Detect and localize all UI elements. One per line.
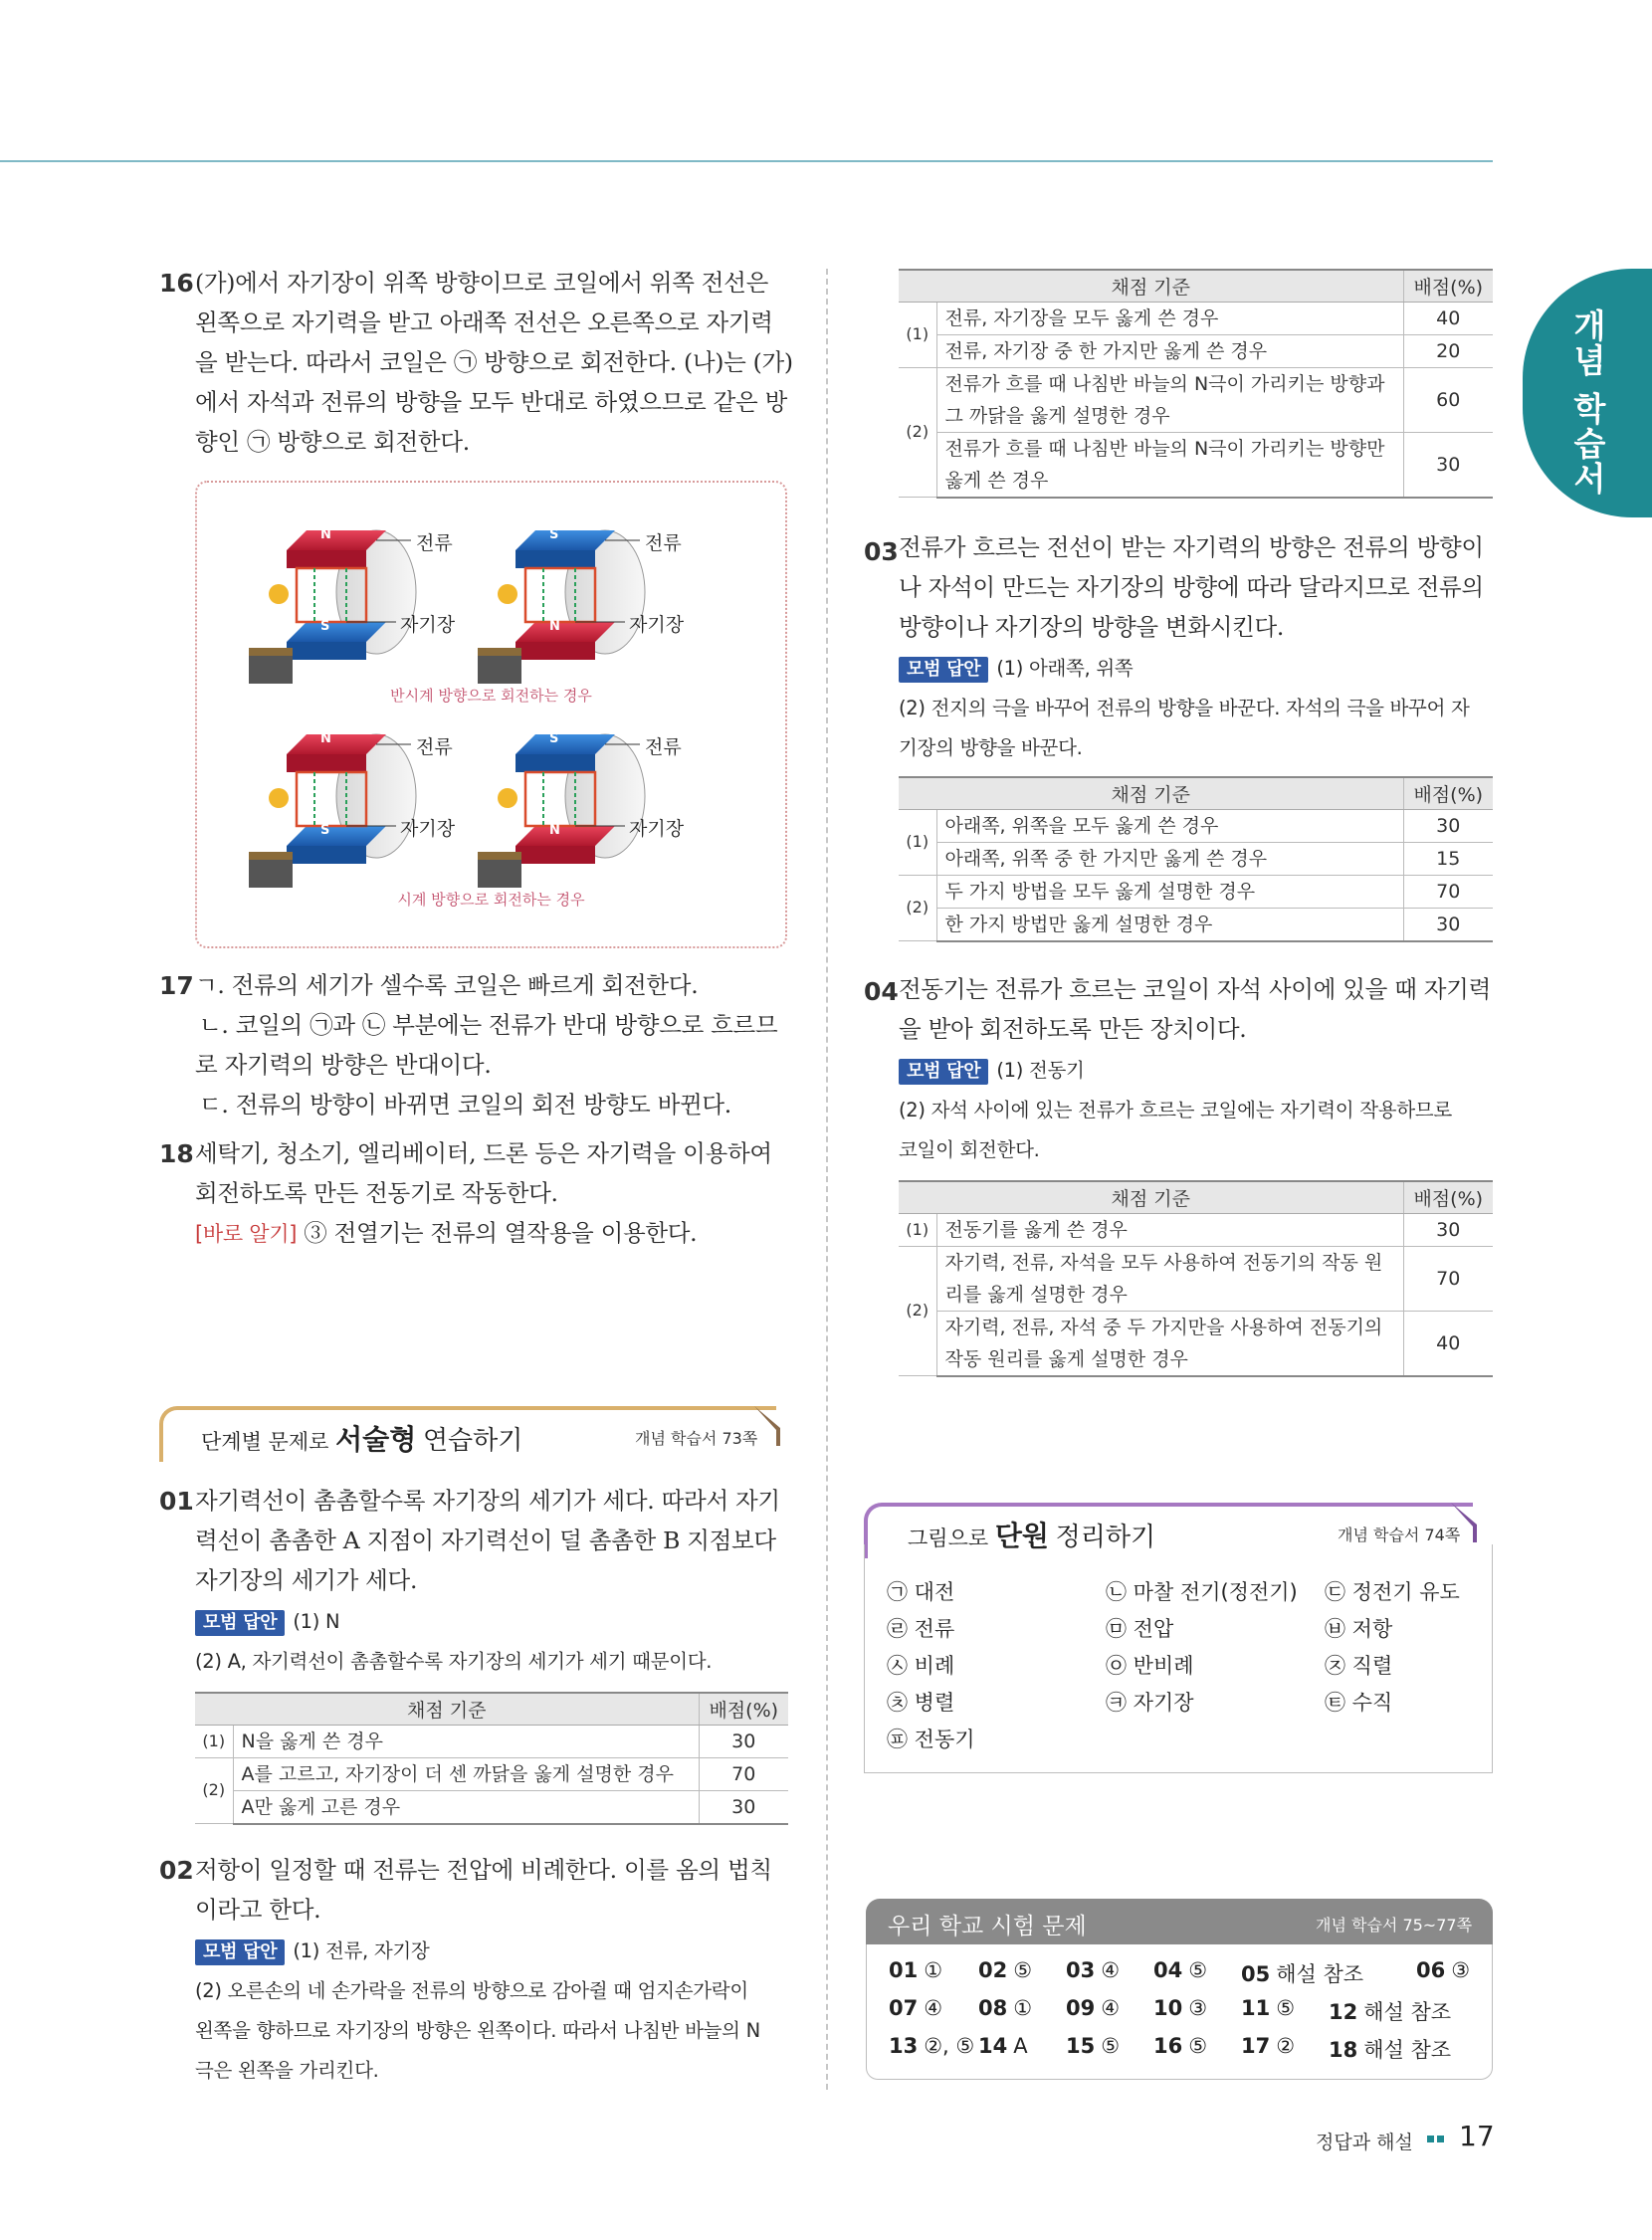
- q18-line: 회전하도록 만든 전동기로 작동한다.: [195, 1179, 558, 1207]
- exam-answer: 03 ④: [1066, 1958, 1121, 1982]
- section-suffix: 연습하기: [422, 1426, 523, 1456]
- summary-item: ㉪ 자기장: [1106, 1691, 1194, 1715]
- current-label: 전류: [645, 532, 682, 554]
- table-row: (1) 전동기를 옳게 쓴 경우 30: [899, 1213, 1493, 1246]
- summary-item: ㉫ 수직: [1325, 1691, 1393, 1715]
- motor-2: [478, 530, 645, 684]
- s04-ans2-line: 코일이 회전한다.: [899, 1138, 1040, 1161]
- exam-answers-box: [866, 1944, 1493, 2080]
- s02-line: 저항이 일정할 때 전류는 전압에 비례한다. 이를 옴의 법칙: [195, 1856, 772, 1884]
- current-label: 전류: [416, 736, 453, 758]
- criteria-header: 채점 기준: [899, 1181, 1403, 1213]
- q16-line: 향인 ㉠ 방향으로 회전한다.: [195, 428, 470, 456]
- footer-dot: [1437, 2136, 1444, 2142]
- section-header-descriptive: [159, 1406, 776, 1462]
- page-number: 17: [1459, 2120, 1495, 2152]
- side-tab: [1523, 269, 1652, 517]
- s03-text: [899, 527, 1484, 768]
- correct-label: [바로 알기]: [195, 1222, 298, 1246]
- exam-answer: 15 ⑤: [1066, 2034, 1121, 2058]
- q17-text: [195, 965, 777, 1124]
- s03-ans1: (1) 아래쪽, 위쪽: [996, 657, 1134, 680]
- field-label: 자기장: [400, 614, 456, 636]
- summary-item: ㉡ 마찰 전기(정전기): [1106, 1580, 1298, 1604]
- exam-answer: 14 A: [978, 2034, 1028, 2058]
- q16-line: 에서 자석과 전류의 방향을 모두 반대로 하였으므로 같은 방: [195, 388, 787, 416]
- section-suffix: 정리하기: [1055, 1523, 1156, 1552]
- s04-ans2-line: (2) 자석 사이에 있는 전류가 흐르는 코일에는 자기력이 작용하므로: [899, 1099, 1452, 1121]
- s04-line: 을 받아 회전하도록 만든 장치이다.: [899, 1015, 1247, 1043]
- q16-number: 16: [159, 269, 194, 298]
- s02-number: 02: [159, 1856, 194, 1885]
- exam-answer: 16 ⑤: [1153, 2034, 1208, 2058]
- table-row: (2) 두 가지 방법을 모두 옳게 설명한 경우 70: [899, 875, 1493, 908]
- current-label: 전류: [416, 532, 453, 554]
- points-header: 배점(%): [1403, 777, 1493, 809]
- field-label: 자기장: [629, 818, 685, 840]
- s04-number: 04: [864, 977, 899, 1006]
- q16-line: (가)에서 자기장이 위쪽 방향이므로 코일에서 위쪽 전선은: [195, 269, 768, 297]
- exam-section-ref: 개념 학습서 75~77쪽: [1316, 1916, 1473, 1935]
- table-row: 전류가 흐를 때 나침반 바늘의 N극이 가리키는 방향만 옳게 쓴 경우 30: [899, 432, 1493, 498]
- table-row: (2) A를 고르고, 자기장이 더 센 까닭을 옳게 설명한 경우 70: [195, 1757, 788, 1790]
- table-row: (1) 아래쪽, 위쪽을 모두 옳게 쓴 경우 30: [899, 809, 1493, 842]
- motor-3: [249, 734, 416, 888]
- section-prefix: 단계별 문제로: [201, 1430, 329, 1454]
- exam-section-title: 우리 학교 시험 문제: [888, 1914, 1087, 1939]
- summary-item: ㉧ 반비례: [1106, 1654, 1194, 1678]
- q17-line: ㄱ. 전류의 세기가 셀수록 코일은 빠르게 회전한다.: [195, 971, 699, 999]
- exam-answer: 02 ⑤: [978, 1958, 1033, 1982]
- field-label: 자기장: [400, 818, 456, 840]
- motor-figure: [195, 481, 787, 948]
- pole-label: S: [549, 731, 559, 746]
- correct-text: ③ 전열기는 전류의 열작용을 이용한다.: [304, 1219, 698, 1247]
- s01-number: 01: [159, 1487, 194, 1516]
- exam-answer: 06 ③: [1416, 1958, 1471, 1982]
- q16-line: 왼쪽으로 자기력을 받고 아래쪽 전선은 오른쪽으로 자기력: [195, 308, 773, 336]
- s04-ans1: (1) 전동기: [996, 1059, 1085, 1082]
- pole-label: N: [320, 527, 331, 542]
- table-row: 한 가지 방법만 옳게 설명한 경우 30: [899, 908, 1493, 941]
- pole-label: S: [549, 527, 559, 542]
- points-header: 배점(%): [699, 1693, 788, 1725]
- s04-line: 전동기는 전류가 흐르는 코일이 자석 사이에 있을 때 자기력: [899, 975, 1491, 1003]
- criteria-header: 채점 기준: [195, 1693, 699, 1725]
- s04-text: [899, 969, 1491, 1170]
- s01-ans1: (1) N: [293, 1610, 340, 1633]
- s03-ans2-line: (2) 전지의 극을 바꾸어 전류의 방향을 바꾼다. 자석의 극을 바꾸어 자: [899, 697, 1470, 719]
- exam-answer: 10 ③: [1153, 1996, 1208, 2020]
- s03-number: 03: [864, 537, 899, 566]
- model-answer-badge: 모범 답안: [899, 1059, 988, 1085]
- motor-figure-svg: [197, 483, 789, 950]
- points-header: 배점(%): [1403, 1181, 1493, 1213]
- section-ref: 개념 학습서 73쪽: [635, 1429, 758, 1448]
- summary-item: ㉬ 전동기: [887, 1728, 975, 1751]
- grading-table-03: [899, 776, 1493, 942]
- s02-text: [195, 1850, 772, 2091]
- figure-caption-bottom: 시계 방향으로 회전하는 경우: [397, 891, 585, 909]
- s02-ans2-line: (2) 오른손의 네 손가락을 전류의 방향으로 감아쥘 때 엄지손가락이: [195, 1979, 748, 2002]
- table-row: 전류, 자기장 중 한 가지만 옳게 쓴 경우 20: [899, 334, 1493, 367]
- table-row: A만 옳게 고른 경우 30: [195, 1790, 788, 1824]
- q16-text: [195, 263, 793, 462]
- exam-answer: 18 해설 참조: [1329, 2038, 1452, 2062]
- footer-label: 정답과 해설: [1316, 2132, 1413, 2153]
- exam-answer: 12 해설 참조: [1329, 2000, 1452, 2024]
- summary-item: ㉠ 대전: [887, 1580, 955, 1604]
- grading-table-02: [899, 269, 1493, 499]
- field-label: 자기장: [629, 614, 685, 636]
- q17-number: 17: [159, 971, 194, 1000]
- s01-text: [195, 1481, 780, 1682]
- section-corner: [1451, 1503, 1481, 1542]
- q17-line: ㄷ. 전류의 방향이 바뀌면 코일의 회전 방향도 바뀐다.: [199, 1091, 731, 1119]
- pole-label: N: [320, 731, 331, 746]
- summary-item: ㉣ 전류: [887, 1617, 955, 1641]
- table-row: 자기력, 전류, 자석 중 두 가지만을 사용하여 전동기의 작동 원리를 옳게 설명한 경우 40: [899, 1311, 1493, 1376]
- exam-answer: 05 해설 참조: [1241, 1962, 1364, 1986]
- s02-ans1: (1) 전류, 자기장: [293, 1939, 430, 1962]
- section-bold: 서술형: [335, 1423, 417, 1456]
- summary-item: ㉩ 병렬: [887, 1691, 955, 1715]
- summary-item: ㉨ 직렬: [1325, 1654, 1393, 1678]
- q17-line: ㄴ. 코일의 ㉠과 ㉡ 부분에는 전류가 반대 방향으로 흐르므: [199, 1011, 778, 1039]
- section-corner: [754, 1406, 784, 1446]
- s01-line: 력선이 촘촘한 A 지점이 자기력선이 덜 촘촘한 B 지점보다: [195, 1527, 776, 1554]
- motor-1: [249, 530, 416, 684]
- s01-line: 자기력선이 촘촘할수록 자기장의 세기가 세다. 따라서 자기: [195, 1487, 780, 1515]
- s01-ans2: (2) A, 자기력선이 촘촘할수록 자기장의 세기가 세기 때문이다.: [195, 1650, 713, 1673]
- motor-4: [478, 734, 645, 888]
- summary-item: ㉢ 정전기 유도: [1325, 1580, 1460, 1604]
- s03-line: 방향이나 자기장의 방향을 변화시킨다.: [899, 613, 1285, 641]
- model-answer-badge: 모범 답안: [195, 1939, 285, 1965]
- pole-label: N: [549, 619, 560, 634]
- s02-ans2-line: 극은 왼쪽을 가리킨다.: [195, 2059, 379, 2082]
- s02-line: 이라고 한다.: [195, 1896, 321, 1924]
- table-row: (2) 전류가 흐를 때 나침반 바늘의 N극이 가리키는 방향과 그 까닭을 옳게 설명한 경우 60: [899, 367, 1493, 432]
- grading-table-01: [195, 1692, 788, 1825]
- summary-item: ㉦ 비례: [887, 1654, 955, 1678]
- points-header: 배점(%): [1403, 270, 1493, 302]
- table-row: (1) N을 옳게 쓴 경우 30: [195, 1725, 788, 1757]
- exam-answer: 01 ①: [889, 1958, 943, 1982]
- criteria-header: 채점 기준: [899, 270, 1403, 302]
- table-row: (1) 전류, 자기장을 모두 옳게 쓴 경우 40: [899, 302, 1493, 334]
- s02-ans2-line: 왼쪽을 향하므로 자기장의 방향은 왼쪽이다. 따라서 나침반 바늘의 N: [195, 2019, 760, 2042]
- q18-line: 세탁기, 청소기, 엘리베이터, 드론 등은 자기력을 이용하여: [195, 1139, 772, 1167]
- model-answer-badge: 모범 답안: [899, 657, 988, 683]
- column-separator: [826, 269, 828, 2090]
- side-tab-label: 개념 학습서: [1568, 308, 1607, 497]
- grading-table-04: [899, 1180, 1493, 1377]
- section-prefix: 그림으로: [908, 1527, 989, 1550]
- s03-line: 나 자석이 만드는 자기장의 방향에 따라 달라지므로 전류의: [899, 573, 1484, 601]
- figure-caption-top: 반시계 방향으로 회전하는 경우: [390, 687, 592, 705]
- exam-section-header: [866, 1899, 1493, 1944]
- exam-answer: 17 ②: [1241, 2034, 1296, 2058]
- exam-answer: 08 ①: [978, 1996, 1033, 2020]
- top-rule: [0, 160, 1493, 162]
- q16-line: 을 받는다. 따라서 코일은 ㉠ 방향으로 회전한다. (나)는 (가): [195, 348, 793, 376]
- table-row: (2) 자기력, 전류, 자석을 모두 사용하여 전동기의 작동 원 리를 옳게 설명한 경우 70: [899, 1246, 1493, 1311]
- s03-line: 전류가 흐르는 전선이 받는 자기력의 방향은 전류의 방향이: [899, 533, 1484, 561]
- section-ref: 개념 학습서 74쪽: [1338, 1526, 1461, 1544]
- exam-answer: 11 ⑤: [1241, 1996, 1296, 2020]
- criteria-header: 채점 기준: [899, 777, 1403, 809]
- table-row: 아래쪽, 위쪽 중 한 가지만 옳게 쓴 경우 15: [899, 842, 1493, 875]
- exam-answer: 07 ④: [889, 1996, 943, 2020]
- exam-answer: 04 ⑤: [1153, 1958, 1208, 1982]
- model-answer-badge: 모범 답안: [195, 1610, 285, 1636]
- s01-line: 자기장의 세기가 세다.: [195, 1566, 418, 1594]
- section-bold: 단원: [994, 1520, 1049, 1552]
- s03-ans2-line: 기장의 방향을 바꾼다.: [899, 736, 1083, 759]
- summary-item: ㉤ 전압: [1106, 1617, 1174, 1641]
- q18-number: 18: [159, 1139, 194, 1168]
- exam-answer: 13 ②, ⑤: [889, 2034, 975, 2058]
- pole-label: S: [320, 823, 330, 838]
- summary-box: [864, 1544, 1493, 1773]
- exam-answer: 09 ④: [1066, 1996, 1121, 2020]
- q18-text: [195, 1133, 772, 1254]
- footer-dot: [1427, 2136, 1434, 2142]
- pole-label: N: [549, 823, 560, 838]
- pole-label: S: [320, 619, 330, 634]
- summary-item: ㉥ 저항: [1325, 1617, 1393, 1641]
- q17-line: 로 자기력의 방향은 반대이다.: [195, 1051, 492, 1079]
- current-label: 전류: [645, 736, 682, 758]
